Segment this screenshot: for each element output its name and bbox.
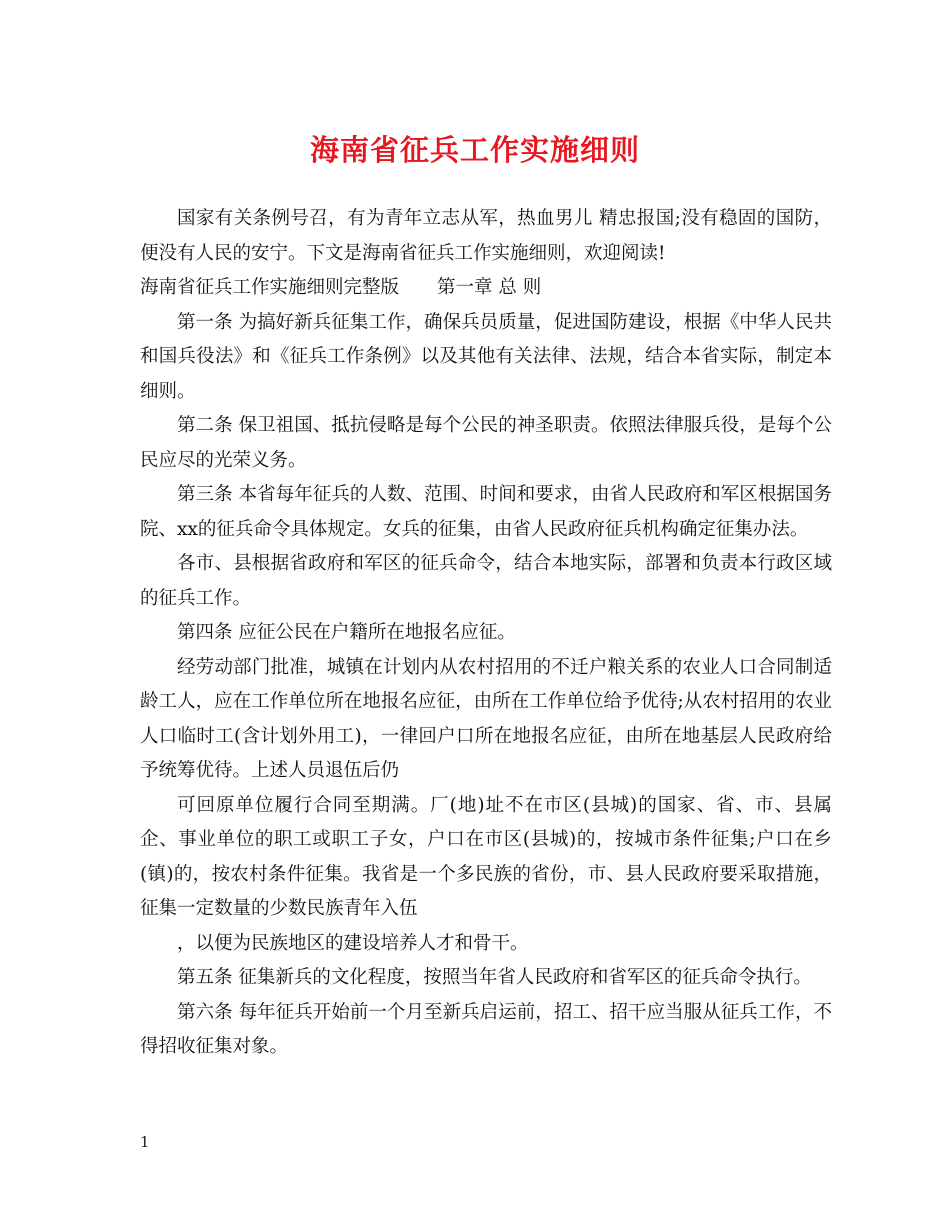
chapter-heading: 第一章 总 则 xyxy=(437,277,542,298)
subheading: 海南省征兵工作实施细则完整版 xyxy=(140,277,400,298)
article-4-paragraph: 第四条 应征公民在户籍所在地报名应征。 xyxy=(177,622,516,643)
article-5-paragraph: 第五条 征集新兵的文化程度，按照当年省人民政府和省军区的征兵命令执行。 xyxy=(177,967,812,988)
article-4-ethnic-paragraph: ，以便为民族地区的建设培养人才和骨干。 xyxy=(177,932,529,954)
article-6-paragraph: 第六条 每年征兵开始前一个月至新兵启运前，招工、招干应当服从征兵工作，不得招收征集对象。 xyxy=(140,1001,832,1057)
subheading-line xyxy=(140,271,832,306)
document-body xyxy=(140,202,832,1065)
article-3-continuation-paragraph: 各市、县根据省政府和军区的征兵命令，结合本地实际，部署和负责本行政区域的征兵工作。 xyxy=(140,553,832,609)
document-title: 海南省征兵工作实施细则 xyxy=(309,133,640,167)
page-number: 1 xyxy=(140,1133,150,1151)
article-3-paragraph: 第三条 本省每年征兵的人数、范围、时间和要求，由省人民政府和军区根据国务院、xx的征兵命令具体规定。女兵的征集，由省人民政府征兵机构确定征集办法。 xyxy=(140,484,832,540)
intro-paragraph: 国家有关条例号召，有为青年立志从军，热血男儿 精忠报国;没有稳固的国防，便没有人民的安宁。下文是海南省征兵工作实施细则，欢迎阅读! xyxy=(140,208,832,264)
article-4-labor-paragraph: 经劳动部门批准，城镇在计划内从农村招用的不迁户粮关系的农业人口合同制适龄工人，应在工作单位所在地报名应征，由所在工作单位给予优待;从农村招用的农业人口临时工(含计划外用工)，一律回户口所在地报名应征，由所在地基层人民政府给予统筹优待。上述人员退伍后仍 xyxy=(140,656,832,781)
article-2-paragraph: 第二条 保卫祖国、抵抗侵略是每个公民的神圣职责。依照法律服兵役，是每个公民应尽的光荣义务。 xyxy=(140,415,832,471)
article-4-contract-paragraph: 可回原单位履行合同至期满。厂(地)址不在市区(县城)的国家、省、市、县属企、事业单位的职工或职工子女，户口在市区(县城)的，按城市条件征集;户口在乡(镇)的，按农村条件征集。我省是一个多民族的省份，市、县人民政府要采取措施，征集一定数量的少数民族青年入伍 xyxy=(140,794,832,919)
article-1-paragraph: 第一条 为搞好新兵征集工作，确保兵员质量，促进国防建设，根据《中华人民共和国兵役法》和《征兵工作条例》以及其他有关法律、法规，结合本省实际，制定本细则。 xyxy=(140,311,832,402)
